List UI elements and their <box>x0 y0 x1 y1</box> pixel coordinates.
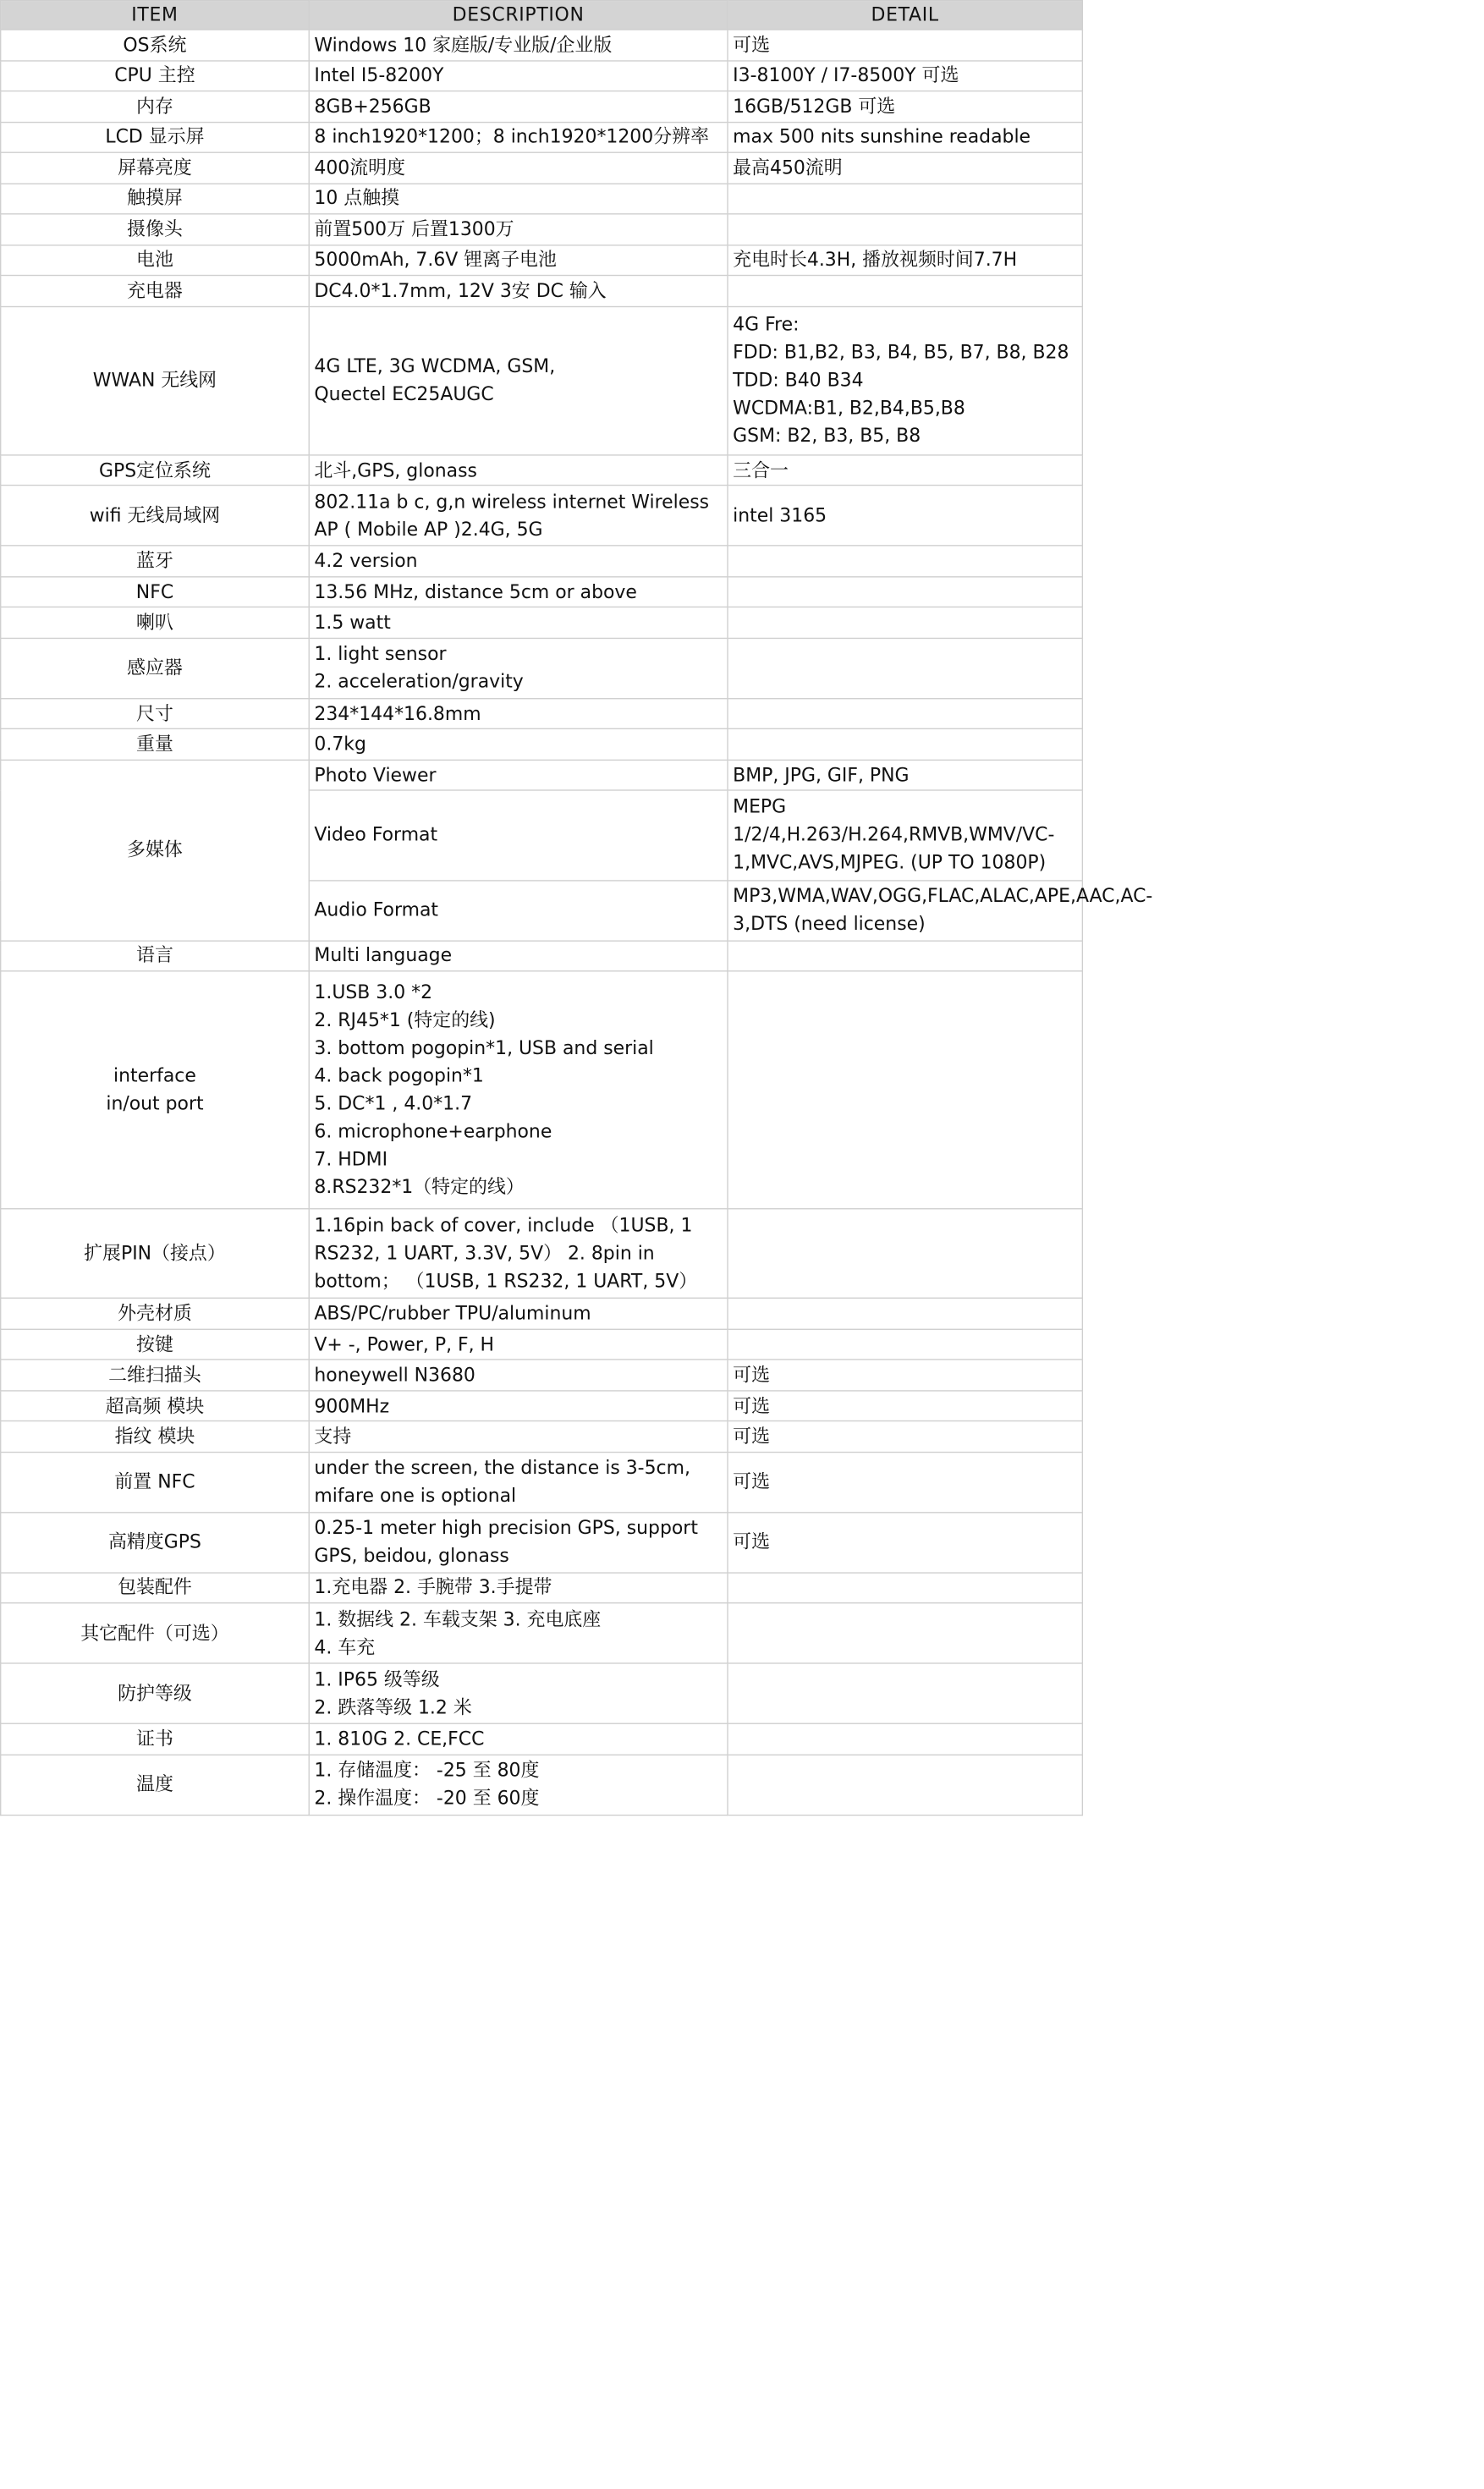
table-row <box>1 1603 1083 1663</box>
description-cell: 802.11a b c, g,n wireless internet Wireless AP ( Mobile AP )2.4G, 5G <box>309 486 728 546</box>
detail-cell: MEPG 1/2/4,H.263/H.264,RMVB,WMV/VC-1,MVC,AVS,MJPEG. (UP TO 1080P) <box>728 790 1082 880</box>
table-row <box>1 638 1083 698</box>
detail-cell <box>728 1755 1082 1816</box>
description-cell: 1. light sensor 2. acceleration/gravity <box>309 638 728 698</box>
detail-cell: 可选 <box>728 30 1082 60</box>
description-cell: Windows 10 家庭版/专业版/企业版 <box>309 30 728 60</box>
description-cell: 1. 存储温度： -25 至 80度 2. 操作温度： -20 至 60度 <box>309 1755 728 1816</box>
table-row <box>1 1329 1083 1360</box>
detail-cell: BMP, JPG, GIF, PNG <box>728 760 1082 790</box>
header-item: ITEM <box>1 1 310 30</box>
description-cell: honeywell N3680 <box>309 1360 728 1390</box>
detail-cell: 可选 <box>728 1512 1082 1572</box>
detail-cell <box>728 941 1082 971</box>
description-cell: 234*144*16.8mm <box>309 698 728 728</box>
table-row <box>1 971 1083 1209</box>
table-row <box>1 607 1083 638</box>
description-cell: 5000mAh, 7.6V 锂离子电池 <box>309 245 728 275</box>
description-cell: 400流明度 <box>309 152 728 183</box>
description-cell: 1. 810G 2. CE,FCC <box>309 1723 728 1754</box>
detail-cell: 可选 <box>728 1421 1082 1452</box>
detail-cell <box>728 184 1082 214</box>
description-cell: 0.25-1 meter high precision GPS, support GPS, beidou, glonass <box>309 1512 728 1572</box>
detail-cell: MP3,WMA,WAV,OGG,FLAC,ALAC,APE,AAC,AC-3,DTS (need license) <box>728 880 1082 940</box>
description-cell: V+ -, Power, P, F, H <box>309 1329 728 1360</box>
item-cell: 语言 <box>1 941 310 971</box>
detail-cell: 三合一 <box>728 455 1082 486</box>
description-cell: 13.56 MHz, distance 5cm or above <box>309 577 728 607</box>
item-cell: 多媒体 <box>1 760 310 941</box>
detail-cell <box>728 1209 1082 1299</box>
item-cell: CPU 主控 <box>1 60 310 91</box>
description-cell: DC4.0*1.7mm, 12V 3安 DC 输入 <box>309 275 728 305</box>
detail-cell: I3-8100Y / I7-8500Y 可选 <box>728 60 1082 91</box>
table-row <box>1 214 1083 245</box>
description-cell: 1.16pin back of cover, include （1USB, 1 RS232, 1 UART, 3.3V, 5V） 2. 8pin in bottom； （1USB, 1 RS232, 1 UART, 5V） <box>309 1209 728 1299</box>
detail-cell <box>728 1299 1082 1329</box>
item-cell: 指纹 模块 <box>1 1421 310 1452</box>
item-cell: 证书 <box>1 1723 310 1754</box>
detail-cell: 可选 <box>728 1391 1082 1421</box>
description-cell: Audio Format <box>309 880 728 940</box>
table-row <box>1 91 1083 122</box>
description-cell: Video Format <box>309 790 728 880</box>
item-cell: 电池 <box>1 245 310 275</box>
item-cell: LCD 显示屏 <box>1 122 310 152</box>
table-row-multimedia <box>1 760 1083 790</box>
detail-cell: 可选 <box>728 1360 1082 1390</box>
detail-cell: 可选 <box>728 1452 1082 1512</box>
detail-cell <box>728 546 1082 576</box>
description-cell: Multi language <box>309 941 728 971</box>
table-row <box>1 546 1083 576</box>
table-row <box>1 1421 1083 1452</box>
item-cell: wifi 无线局域网 <box>1 486 310 546</box>
header-row <box>1 1 1083 30</box>
description-cell: 4G LTE, 3G WCDMA, GSM, Quectel EC25AUGC <box>309 306 728 455</box>
item-cell: 内存 <box>1 91 310 122</box>
detail-cell <box>728 577 1082 607</box>
table-row <box>1 60 1083 91</box>
description-cell: 前置500万 后置1300万 <box>309 214 728 245</box>
table-row <box>1 1209 1083 1299</box>
detail-cell: 最高450流明 <box>728 152 1082 183</box>
item-cell: 摄像头 <box>1 214 310 245</box>
table-row <box>1 122 1083 152</box>
table-row <box>1 1573 1083 1603</box>
detail-cell <box>728 971 1082 1209</box>
item-cell: 二维扫描头 <box>1 1360 310 1390</box>
header-description: DESCRIPTION <box>309 1 728 30</box>
description-cell: Intel I5-8200Y <box>309 60 728 91</box>
detail-cell <box>728 1573 1082 1603</box>
table-row <box>1 1663 1083 1723</box>
table-row <box>1 577 1083 607</box>
table-row <box>1 1299 1083 1329</box>
header-detail: DETAIL <box>728 1 1082 30</box>
detail-cell <box>728 1663 1082 1723</box>
detail-cell <box>728 275 1082 305</box>
description-cell: 支持 <box>309 1421 728 1452</box>
item-cell: GPS定位系统 <box>1 455 310 486</box>
table-row <box>1 698 1083 728</box>
description-cell: 1.充电器 2. 手腕带 3.手提带 <box>309 1573 728 1603</box>
item-cell: 充电器 <box>1 275 310 305</box>
description-cell: 1. IP65 级等级 2. 跌落等级 1.2 米 <box>309 1663 728 1723</box>
description-cell: 北斗,GPS, glonass <box>309 455 728 486</box>
description-cell: 8GB+256GB <box>309 91 728 122</box>
table-row <box>1 30 1083 60</box>
detail-cell <box>728 607 1082 638</box>
detail-cell <box>728 1603 1082 1663</box>
description-cell: 4.2 version <box>309 546 728 576</box>
table-row <box>1 1360 1083 1390</box>
description-cell: 1.USB 3.0 *2 2. RJ45*1 (特定的线) 3. bottom pogopin*1, USB and serial 4. back pogopin*1 5. DC*1 , 4.0*1.7 6. microphone+earphone 7. HDMI 8.RS232*1（特定的线） <box>309 971 728 1209</box>
detail-cell <box>728 729 1082 760</box>
item-cell: WWAN 无线网 <box>1 306 310 455</box>
detail-cell <box>728 214 1082 245</box>
table-row <box>1 1391 1083 1421</box>
item-cell: 重量 <box>1 729 310 760</box>
item-cell: 触摸屏 <box>1 184 310 214</box>
detail-cell: 16GB/512GB 可选 <box>728 91 1082 122</box>
item-cell: 喇叭 <box>1 607 310 638</box>
table-row <box>1 455 1083 486</box>
detail-cell <box>728 1329 1082 1360</box>
item-cell: 感应器 <box>1 638 310 698</box>
detail-cell <box>728 1723 1082 1754</box>
item-cell: 前置 NFC <box>1 1452 310 1512</box>
item-cell: 按键 <box>1 1329 310 1360</box>
item-cell: 防护等级 <box>1 1663 310 1723</box>
table-row <box>1 245 1083 275</box>
item-cell: interface in/out port <box>1 971 310 1209</box>
description-cell: 1.5 watt <box>309 607 728 638</box>
table-row <box>1 1512 1083 1572</box>
item-cell: 蓝牙 <box>1 546 310 576</box>
table-row <box>1 184 1083 214</box>
table-row <box>1 1452 1083 1512</box>
table-row <box>1 275 1083 305</box>
detail-cell <box>728 638 1082 698</box>
item-cell: 尺寸 <box>1 698 310 728</box>
table-row <box>1 1723 1083 1754</box>
spec-body <box>1 30 1153 1816</box>
item-cell: 扩展PIN（接点） <box>1 1209 310 1299</box>
item-cell: 包装配件 <box>1 1573 310 1603</box>
description-cell: Photo Viewer <box>309 760 728 790</box>
item-cell: 温度 <box>1 1755 310 1816</box>
detail-cell: 4G Fre: FDD: B1,B2, B3, B4, B5, B7, B8, B28 TDD: B40 B34 WCDMA:B1, B2,B4,B5,B8 GSM: B2, B3, B5, B8 <box>728 306 1082 455</box>
table-row <box>1 486 1083 546</box>
description-cell: ABS/PC/rubber TPU/aluminum <box>309 1299 728 1329</box>
description-cell: 1. 数据线 2. 车载支架 3. 充电底座 4. 车充 <box>309 1603 728 1663</box>
item-cell: 外壳材质 <box>1 1299 310 1329</box>
item-cell: 超高频 模块 <box>1 1391 310 1421</box>
item-cell: NFC <box>1 577 310 607</box>
detail-cell: max 500 nits sunshine readable <box>728 122 1082 152</box>
table-row <box>1 306 1083 455</box>
description-cell: under the screen, the distance is 3-5cm, mifare one is optional <box>309 1452 728 1512</box>
description-cell: 8 inch1920*1200；8 inch1920*1200分辨率 <box>309 122 728 152</box>
description-cell: 900MHz <box>309 1391 728 1421</box>
item-cell: 其它配件（可选） <box>1 1603 310 1663</box>
detail-cell: 充电时长4.3H, 播放视频时间7.7H <box>728 245 1082 275</box>
item-cell: 屏幕亮度 <box>1 152 310 183</box>
table-row <box>1 1755 1083 1816</box>
item-cell: OS系统 <box>1 30 310 60</box>
description-cell: 10 点触摸 <box>309 184 728 214</box>
description-cell: 0.7kg <box>309 729 728 760</box>
detail-cell: intel 3165 <box>728 486 1082 546</box>
table-row <box>1 152 1083 183</box>
table-row <box>1 729 1083 760</box>
detail-cell <box>728 698 1082 728</box>
item-cell: 高精度GPS <box>1 1512 310 1572</box>
table-row <box>1 941 1083 971</box>
